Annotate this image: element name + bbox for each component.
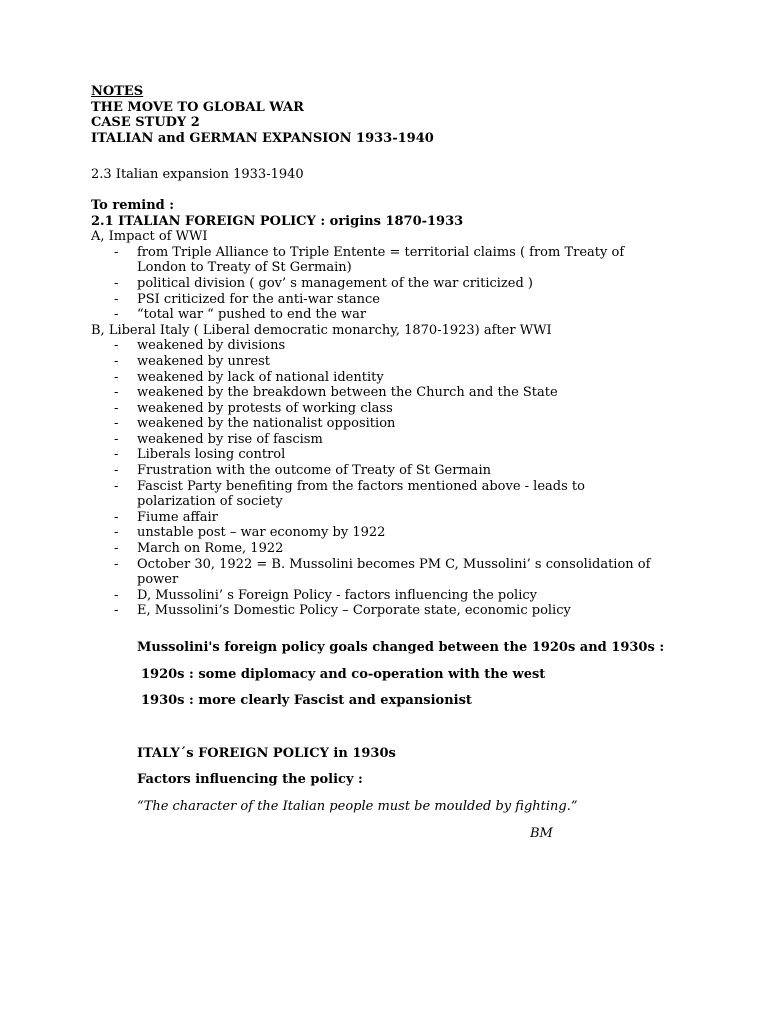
list-item [91,479,731,510]
list-item [91,276,731,292]
list-item-text: Fiume affair [137,509,218,525]
bullet-dash: - [114,275,119,291]
foreign-policy-origins-heading: 2.1 ITALIAN FOREIGN POLICY : origins 1870-1933 [91,213,464,229]
list-item [91,307,731,323]
list-item-text: October 30, 1922 = B. Mussolini becomes PM C, Mussolini’ s consolidation of power [137,556,651,588]
list-item [91,447,731,463]
goals-1920s: 1920s : some diplomacy and co-operation with the west [141,666,546,682]
bullet-dash: - [114,431,119,447]
bullet-dash: - [114,244,119,260]
bullet-dash: - [114,447,119,463]
list-item-text: E, Mussolini’s Domestic Policy – Corporate state, economic policy [137,603,571,619]
bullet-dash: - [114,369,119,385]
list-item-text: weakened by divisions [137,338,286,354]
list-item-text: weakened by rise of fascism [137,431,323,447]
list-item [91,292,731,308]
case-study-label: CASE STUDY 2 [91,115,200,131]
list-item-text: weakened by lack of national identity [137,369,384,385]
remind-label: To remind : [91,197,175,213]
list-item [91,510,731,526]
list-item [91,416,731,432]
bullet-dash: - [114,353,119,369]
list-item-text: “total war “ pushed to end the war [137,307,367,323]
section-heading: 2.3 Italian expansion 1933-1940 [91,167,304,183]
document-title: THE MOVE TO GLOBAL WAR [91,99,304,115]
list-item [91,588,731,604]
bullet-dash: - [114,541,119,557]
document-page [91,84,731,841]
list-item [91,354,731,370]
list-item [91,603,731,619]
list-item [91,245,731,276]
bullet-dash: - [114,385,119,401]
list-item [91,338,731,354]
italy-foreign-policy-heading: ITALY´s FOREIGN POLICY in 1930s [137,745,396,761]
bullet-dash: - [114,478,119,494]
list-item-text: weakened by the breakdown between the Church and the State [137,385,558,401]
goals-1930s: 1930s : more clearly Fascist and expansionist [141,693,472,709]
document-subtitle: ITALIAN and GERMAN EXPANSION 1933-1940 [91,130,434,146]
bullet-dash: - [114,525,119,541]
list-item [91,463,731,479]
list-item-text: weakened by protests of working class [137,400,393,416]
factors-heading: Factors influencing the policy : [137,772,363,788]
notes-label: NOTES [91,84,144,99]
list-item-text: March on Rome, 1922 [137,541,284,557]
list-item [91,525,731,541]
list-item-text: Fascist Party benefiting from the factors mentioned above - leads to polarization of society [137,478,585,510]
goals-intro: Mussolini's foreign policy goals changed between the 1920s and 1930s : [137,640,665,655]
list-item-text: Liberals losing control [137,447,286,463]
list-item [91,370,731,386]
bullet-dash: - [114,556,119,572]
bullet-dash: - [114,307,119,323]
list-item-text: D, Mussolini’ s Foreign Policy - factors influencing the policy [137,587,537,603]
bullet-dash: - [114,400,119,416]
list-item [91,432,731,448]
bullet-dash: - [114,416,119,432]
list-item [91,541,731,557]
part-a-list [91,245,731,323]
list-item-text: weakened by unrest [137,353,271,369]
list-item-text: Frustration with the outcome of Treaty of St Germain [137,463,492,479]
list-item [91,557,731,588]
part-a-heading: A, Impact of WWI [91,229,208,245]
list-item-text: PSI criticized for the anti-war stance [137,291,380,307]
bullet-dash: - [114,587,119,603]
mussolini-quote: “The character of the Italian people must be moulded by fighting.” [137,798,578,814]
list-item-text: from Triple Alliance to Triple Entente = territorial claims ( from Treaty of London to Treaty of St Germain) [137,244,625,276]
bullet-dash: - [114,338,119,354]
list-item [91,385,731,401]
bullet-dash: - [114,291,119,307]
bullet-dash: - [114,603,119,619]
part-b-list [91,338,731,619]
list-item [91,401,731,417]
bullet-dash: - [114,509,119,525]
list-item-text: unstable post – war economy by 1922 [137,525,386,541]
quote-attribution: BM [530,825,553,841]
list-item-text: weakened by the nationalist opposition [137,416,396,432]
list-item-text: political division ( gov’ s management of the war criticized ) [137,275,533,291]
bullet-dash: - [114,463,119,479]
part-b-heading: B, Liberal Italy ( Liberal democratic monarchy, 1870-1923) after WWI [91,322,552,338]
